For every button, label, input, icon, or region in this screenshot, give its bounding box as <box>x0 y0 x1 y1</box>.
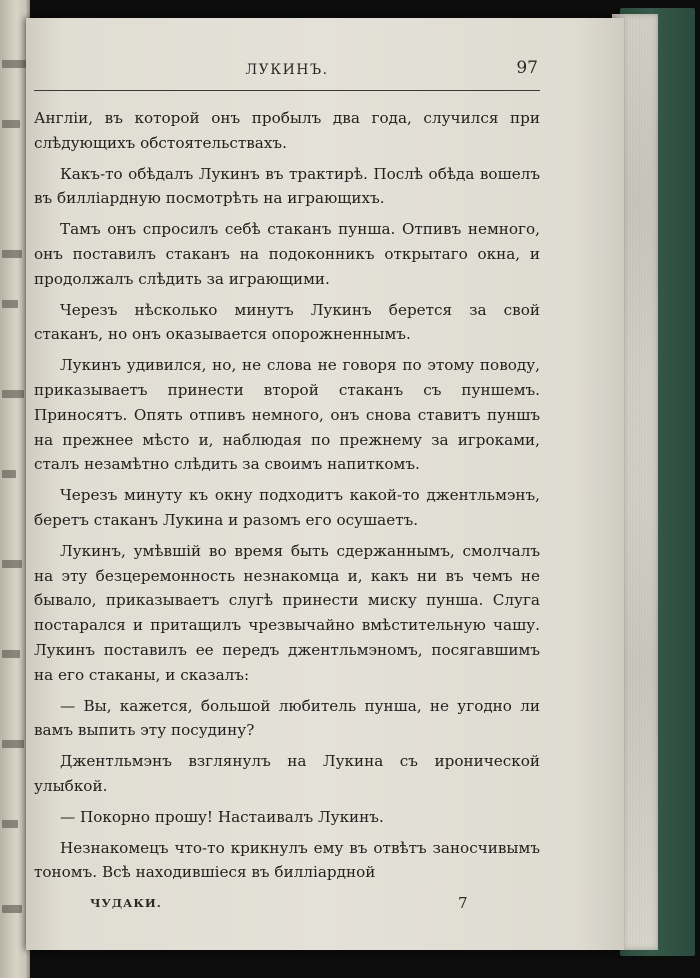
paragraph: Незнакомецъ что-то крикнулъ ему въ отвѣтъ заносчивымъ тономъ. Всѣ находившiеся въ билліардной <box>34 838 540 882</box>
paragraph: Лукинъ удивился, но, не слова не говоря по этому поводу, приказываетъ принести второй стаканъ съ пуншемъ. Приносятъ. Опять отпивъ немного, онъ снова ставитъ пуншъ на прежнее мѣсто и, наблюдая по прежнему за игроками, сталъ незамѣтно слѣдить за своимъ напиткомъ. <box>34 356 540 474</box>
text-fragment <box>2 250 22 258</box>
running-title: ЛУКИНЪ. <box>245 62 329 78</box>
paragraph: — Покорно прошу! Настаивалъ Лукинъ. <box>60 807 384 826</box>
text-fragment <box>2 390 24 398</box>
book-page <box>26 18 624 950</box>
text-fragment <box>2 740 24 748</box>
text-fragment <box>2 470 16 478</box>
paragraph: Черезъ нѣсколько минутъ Лукинъ берется за свой стаканъ, но онъ оказывается опорожненнымъ. <box>34 300 540 344</box>
page-body <box>34 106 540 885</box>
text-fragment <box>2 560 22 568</box>
text-fragment <box>2 60 26 68</box>
text-fragment <box>2 120 20 128</box>
running-header <box>34 60 540 91</box>
sheet-number: 7 <box>458 894 468 912</box>
paragraph: Англiи, въ которой онъ пробылъ два года, случился при слѣдующихъ обстоятельствахъ. <box>34 109 540 152</box>
signature-mark: ЧУДАКИ. <box>90 896 162 910</box>
paragraph: Тамъ онъ спросилъ себѣ стаканъ пунша. Отпивъ немного, онъ поставилъ стаканъ на подоконникъ открытаго окна, и продолжалъ слѣдить за играющими. <box>34 220 540 288</box>
page-footer <box>34 894 540 918</box>
paragraph: Джентльмэнъ взглянулъ на Лукина съ ироничeской улыбкой. <box>34 752 540 795</box>
paragraph: Черезъ минуту къ окну подходитъ какой-то джентльмэнъ, беретъ стаканъ Лукина и разомъ его осушаетъ. <box>34 486 540 529</box>
paragraph: — Вы, кажется, большой любитель пунша, не угодно ли вамъ выпить эту посудину? <box>34 696 540 740</box>
text-fragment <box>2 820 18 828</box>
paragraph: Какъ-то обѣдалъ Лукинъ въ трактирѣ. Послѣ обѣда вошелъ въ билліардную посмотрѣть на играющихъ. <box>34 164 540 208</box>
text-fragment <box>2 905 22 913</box>
text-fragment <box>2 300 18 308</box>
page-number: 97 <box>516 58 538 78</box>
text-fragment <box>2 650 20 658</box>
paragraph: Лукинъ, умѣвшiй во время быть сдержаннымъ, смолчалъ на эту безцеремонность незнакомца и, какъ ни въ чемъ не бывало, приказываетъ слугѣ принести миску пунша. Слуга постарался и притащилъ чрезвычайно вмѣстительную чашу. Лукинъ поставилъ ее передъ джентльмэномъ, посягавшимъ на его стаканы, и сказалъ: <box>34 541 540 684</box>
